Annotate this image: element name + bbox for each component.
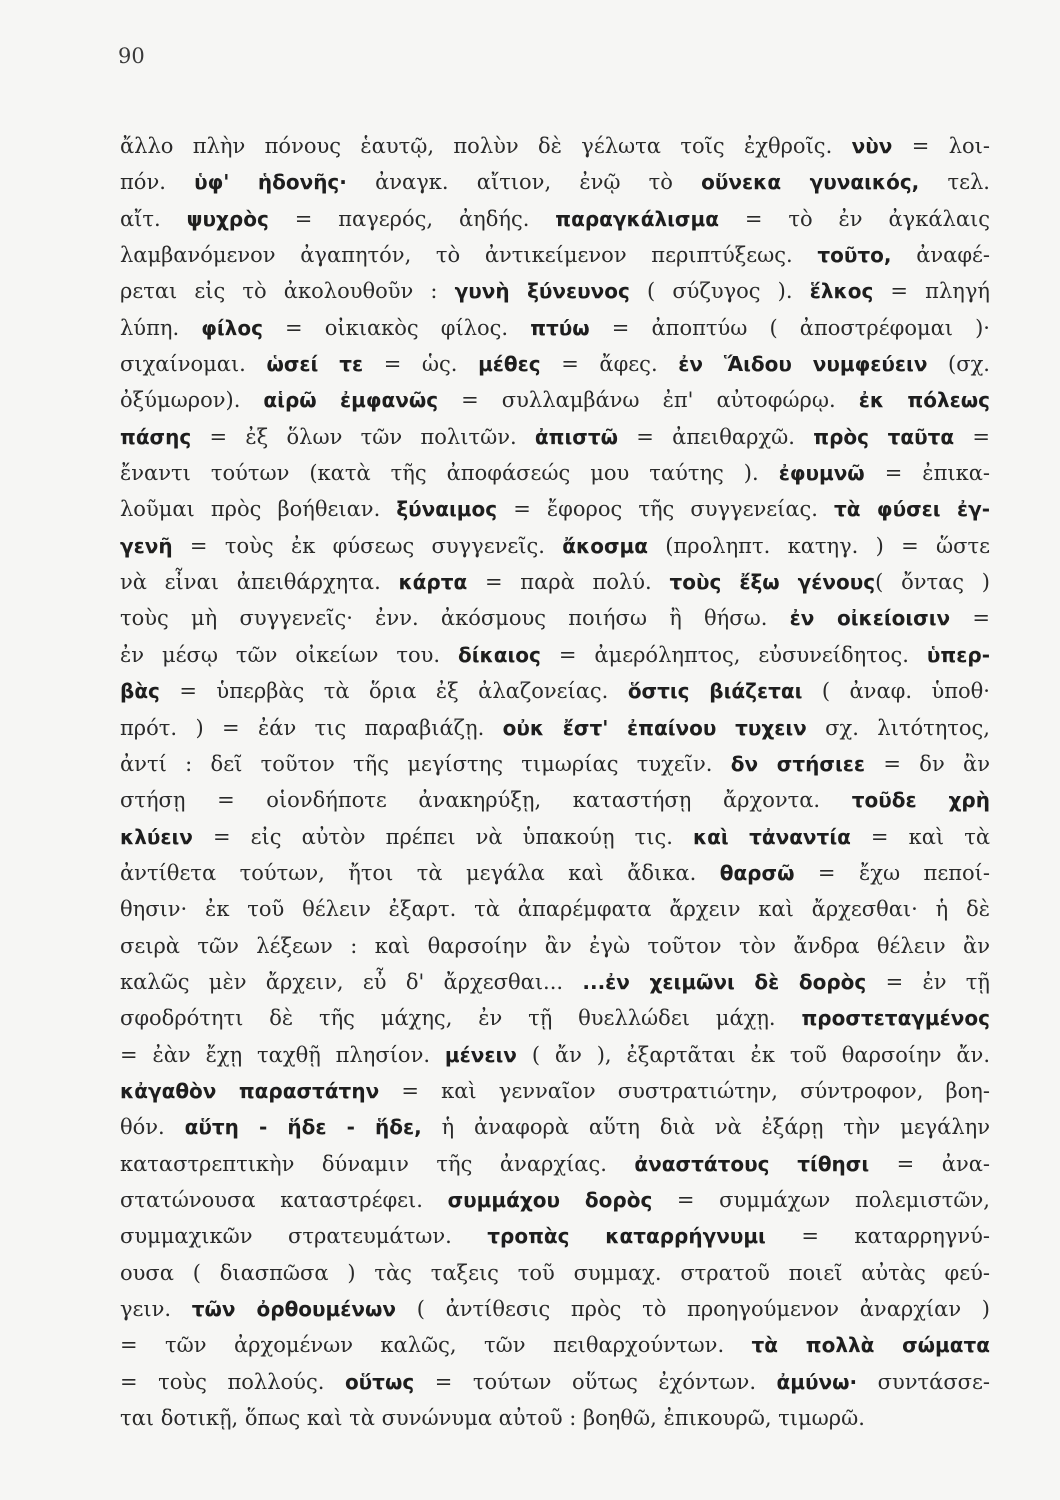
text-line <box>120 1073 990 1109</box>
gloss-text: = λοι- <box>892 134 990 158</box>
gloss-text: = καὶ τὰ <box>850 824 990 849</box>
gloss-text: = ἐξ ὅλων τῶν πολιτῶν. <box>191 424 535 449</box>
text-line <box>120 1109 990 1145</box>
lemma-term: συμμάχου δορὸς <box>447 1187 653 1212</box>
gloss-text: = ἐν τῇ <box>866 969 990 994</box>
gloss-text: λύπη. <box>120 315 202 340</box>
lemma-term: ...ἐν χειμῶνι δὲ δορὸς <box>582 969 867 994</box>
text-line <box>120 1218 990 1254</box>
lemma-term: τῶν ὀρθουμένων <box>191 1297 397 1321</box>
gloss-text: = τούτων οὕτως ἐχόντων. <box>414 1369 777 1394</box>
gloss-text: = τοὺς πολλούς. <box>120 1369 345 1394</box>
page-number: 90 <box>118 44 145 68</box>
lemma-term: ξύναιμος <box>396 497 498 522</box>
text-line <box>120 710 990 746</box>
lemma-term: μένειν <box>444 1042 517 1067</box>
gloss-text: = εἰς αὐτὸν πρέπει νὰ ὑπακούῃ τις. <box>192 824 693 849</box>
gloss-text: ἄλλο πλὴν πόνους ἑαυτῷ, πολὺν δὲ γέλωτα τοῖς ἐχθροῖς. <box>120 134 852 158</box>
gloss-text: ἔναντι τούτων (κατὰ τῆς ἀποφάσεώς μου ταύτης ). <box>120 461 779 486</box>
text-line <box>120 1291 990 1327</box>
lemma-term: γυνὴ ξύνευνος <box>454 279 630 304</box>
text-line <box>120 455 990 491</box>
lemma-term: ἐν Ἅιδου νυμφεύειν <box>678 352 928 377</box>
lemma-term: κἀγαθὸν παραστάτην <box>120 1078 380 1103</box>
lemma-term: ἄκοσμα <box>562 533 648 558</box>
gloss-text: σχ. λιτότητος, <box>806 715 990 740</box>
lemma-term: πάσης <box>120 424 192 449</box>
gloss-text: σιχαίνομαι. <box>120 352 267 377</box>
lemma-term: ἐν οἰκείοισιν <box>789 606 951 631</box>
gloss-text: σφοδρότητι δὲ τῆς μάχης, ἐν τῇ θυελλώδει μάχῃ. <box>120 1006 802 1031</box>
gloss-text: = παρὰ πολύ. <box>467 570 670 595</box>
gloss-text: = συμμάχων πολεμιστῶν, <box>652 1187 990 1212</box>
gloss-text: (σχ. <box>927 352 990 377</box>
lemma-term: μέθες <box>478 352 541 377</box>
text-line <box>120 928 990 964</box>
lemma-term: ὡσεί τε <box>266 352 364 377</box>
gloss-text: ὀξύμωρον). <box>120 388 264 413</box>
gloss-text: ρεται εἰς τὸ ἀκολουθοῦν : <box>120 279 455 304</box>
lemma-term: τὰ φύσει ἐγ- <box>834 497 990 522</box>
gloss-text: = ἐπικα- <box>864 461 990 486</box>
text-line <box>120 855 990 891</box>
text-line <box>120 201 990 237</box>
text-line <box>120 1400 990 1436</box>
lemma-term: ἀναστάτους τίθησι <box>634 1151 870 1176</box>
gloss-text: = τὸ ἐν ἀγκάλαις <box>718 206 990 231</box>
gloss-text: αἴτ. <box>120 206 187 231</box>
text-line <box>120 1255 990 1291</box>
gloss-text: ( ἀντίθεσις πρὸς τὸ προηγούμενον ἀναρχίαν ) <box>396 1297 990 1321</box>
text-line <box>120 746 990 782</box>
gloss-text: καλῶς μὲν ἄρχειν, εὖ δ' ἄρχεσθαι... <box>120 969 583 994</box>
text-line <box>120 673 990 709</box>
gloss-text: ἀναφέ- <box>891 243 990 268</box>
lemma-term: πτύω <box>530 315 590 340</box>
text-line <box>120 346 990 382</box>
gloss-text: νὰ εἶναι ἀπειθάρχητα. <box>120 570 399 595</box>
lemma-term: ἐφυμνῶ <box>778 461 865 486</box>
gloss-text: θόν. <box>120 1115 185 1140</box>
lemma-term: ὑφ' ἡδονῆς· <box>194 170 347 195</box>
text-line <box>120 637 990 673</box>
gloss-text: ἀντίθετα τούτων, ἤτοι τὰ μεγάλα καὶ ἄδικα. <box>120 860 720 885</box>
lemma-term: θαρσῶ <box>719 860 795 885</box>
gloss-text: = ἀπειθαρχῶ. <box>618 424 814 449</box>
lemma-term: προστεταγμένος <box>801 1006 990 1031</box>
lemma-term: πρὸς ταῦτα <box>813 424 955 449</box>
gloss-text: = καὶ γενναῖον συστρατιώτην, σύντροφον, βοη- <box>379 1078 990 1103</box>
gloss-text: ουσα ( διασπῶσα ) τὰς ταξεις τοῦ συμμαχ. στρατοῦ ποιεῖ αὐτὰς φεύ- <box>120 1260 990 1285</box>
gloss-text: σειρὰ τῶν λέξεων : καὶ θαρσοίην ἂν ἐγὼ τοῦτον τὸν ἄνδρα θέλειν ἂν <box>120 933 990 958</box>
lemma-term: ἀπιστῶ <box>534 424 618 449</box>
gloss-text: = <box>950 606 990 631</box>
text-line <box>120 164 990 200</box>
gloss-text: λοῦμαι πρὸς βοήθειαν. <box>120 497 397 522</box>
lemma-term: νὺν <box>851 134 893 158</box>
gloss-text: ( ὄντας ) <box>875 570 990 595</box>
lemma-term: καὶ τἀναντία <box>692 824 851 849</box>
gloss-text: = <box>954 424 990 449</box>
text-line <box>120 128 990 164</box>
gloss-text: = ἔφορος τῆς συγγενείας. <box>497 497 835 522</box>
lemma-term: κάρτα <box>398 570 468 595</box>
text-line <box>120 1037 990 1073</box>
lemma-term: οὕτως <box>344 1369 415 1394</box>
gloss-text: = ἄφες. <box>540 352 679 377</box>
gloss-text: ( ἄν ), ἐξαρτᾶται ἐκ τοῦ θαρσοίην ἄν. <box>516 1042 990 1067</box>
lemma-term: ψυχρὸς <box>186 206 269 231</box>
text-line <box>120 273 990 309</box>
gloss-text: = ὡς. <box>363 352 479 377</box>
text-line <box>120 1146 990 1182</box>
gloss-text: τελ. <box>919 170 990 195</box>
lemma-term: τὰ πολλὰ σώματα <box>751 1333 990 1358</box>
lemma-term: τοῦτο, <box>817 243 892 268</box>
lemma-term: αἱρῶ ἐμφανῶς <box>263 388 439 413</box>
lemma-term: φίλος <box>201 315 263 340</box>
gloss-text: στήσῃ = οἱονδήποτε ἀνακηρύξῃ, καταστήσῃ ἄρχοντα. <box>120 788 852 813</box>
lemma-term: τοῦδε χρὴ <box>851 788 990 813</box>
lemma-term: οὕνεκα γυναικός, <box>701 170 920 195</box>
gloss-text: = ἐὰν ἔχῃ ταχθῇ πλησίον. <box>120 1042 445 1067</box>
text-line <box>120 491 990 527</box>
gloss-text: ( σύζυγος ). <box>629 279 810 304</box>
gloss-text: καταστρεπτικὴν δύναμιν τῆς ἀναρχίας. <box>120 1151 635 1176</box>
lemma-term: αὕτη - ἥδε - ἥδε, <box>184 1115 422 1140</box>
gloss-text: ( ἀναφ. ὑποθ· <box>802 679 990 704</box>
lemma-term: βὰς <box>120 679 160 704</box>
gloss-text: = συλλαμβάνω ἐπ' αὐτοφώρῳ. <box>438 388 859 413</box>
gloss-text: ἐν μέσῳ τῶν οἰκείων του. <box>120 642 458 667</box>
lemma-term: κλύειν <box>120 824 193 849</box>
gloss-text: συντάσσε- <box>857 1369 990 1394</box>
lemma-term: τροπὰς καταρρήγνυμι <box>487 1224 766 1249</box>
text-line <box>120 1182 990 1218</box>
gloss-text: (προληπτ. κατηγ. ) = ὥστε <box>647 533 990 558</box>
gloss-text: λαμβανόμενον ἀγαπητόν, τὸ ἀντικείμενον περιπτύξεως. <box>120 243 818 268</box>
gloss-text: ἡ ἀναφορὰ αὕτη διὰ νὰ ἐξάρῃ τὴν μεγάλην <box>421 1115 990 1140</box>
text-line <box>120 419 990 455</box>
lemma-term: ἕλκος <box>809 279 874 304</box>
gloss-text: πόν. <box>120 170 195 195</box>
text-line <box>120 564 990 600</box>
gloss-text: στατώνουσα καταστρέφει. <box>120 1187 448 1212</box>
text-line <box>120 782 990 818</box>
gloss-text: = ἔχω πεποί- <box>794 860 990 885</box>
gloss-text: θησιν· ἐκ τοῦ θέλειν ἐξαρτ. τὰ ἀπαρέμφατα ἄρχειν καὶ ἄρχεσθαι· ἡ δὲ <box>120 897 990 922</box>
gloss-text: = παγερός, ἀηδής. <box>268 206 556 231</box>
text-line <box>120 382 990 418</box>
lemma-term: ἀμύνω· <box>776 1369 858 1394</box>
text-line <box>120 1327 990 1363</box>
gloss-text: = τοὺς ἐκ φύσεως συγγενεῖς. <box>172 533 563 558</box>
gloss-text: = οἰκιακὸς φίλος. <box>262 315 531 340</box>
gloss-text: = ἀνα- <box>869 1151 990 1176</box>
gloss-text: ἀναγκ. αἴτιον, ἐνῷ τὸ <box>346 170 702 195</box>
lemma-term: ὅστις βιάζεται <box>627 679 803 704</box>
text-line <box>120 964 990 1000</box>
gloss-text: συμμαχικῶν στρατευμάτων. <box>120 1224 488 1249</box>
gloss-text: = δν ἂν <box>865 751 990 776</box>
text-line <box>120 237 990 273</box>
gloss-text: ἀντί : δεῖ τοῦτον τῆς μεγίστης τιμωρίας τυχεῖν. <box>120 751 731 776</box>
gloss-text: = τῶν ἀρχομένων καλῶς, τῶν πειθαρχούντων. <box>120 1333 752 1358</box>
gloss-text: = καταρρηγνύ- <box>765 1224 990 1249</box>
text-line <box>120 1000 990 1036</box>
lemma-term: τοὺς ἔξω γένους <box>669 570 876 595</box>
lemma-term: γενῆ <box>120 533 173 558</box>
text-line <box>120 600 990 636</box>
lemma-term: παραγκάλισμα <box>555 206 719 231</box>
lemma-term: ἐκ πόλεως <box>858 388 990 413</box>
lemma-term: ὑπερ- <box>926 642 990 667</box>
gloss-text: ται δοτικῇ, ὅπως καὶ τὰ συνώνυμα αὐτοῦ : βοηθῶ, ἐπικουρῶ, τιμωρῶ. <box>120 1406 865 1431</box>
lemma-term: δν στήσιεε <box>730 751 866 776</box>
gloss-text: = ἀποπτύω ( ἀποστρέφομαι )· <box>589 315 990 340</box>
text-line <box>120 1364 990 1400</box>
gloss-text: = ἀμερόληπτος, εὐσυνείδητος. <box>540 642 927 667</box>
gloss-text: = πληγή <box>873 279 990 304</box>
text-line <box>120 819 990 855</box>
lemma-term: δίκαιος <box>458 642 541 667</box>
text-line <box>120 528 990 564</box>
text-line <box>120 310 990 346</box>
gloss-text: πρότ. ) = ἐάν τις παραβιάζῃ. <box>120 715 503 740</box>
lemma-term: οὐκ ἔστ' ἐπαίνου τυχειν <box>502 715 807 740</box>
gloss-text: = ὑπερβὰς τὰ ὅρια ἐξ ἀλαζονείας. <box>159 679 628 704</box>
gloss-text: γειν. <box>120 1297 192 1321</box>
text-line <box>120 891 990 927</box>
gloss-text: τοὺς μὴ συγγενεῖς· ἐνν. ἀκόσμους ποιήσω ἢ θήσω. <box>120 606 790 631</box>
commentary-text <box>120 128 990 1436</box>
